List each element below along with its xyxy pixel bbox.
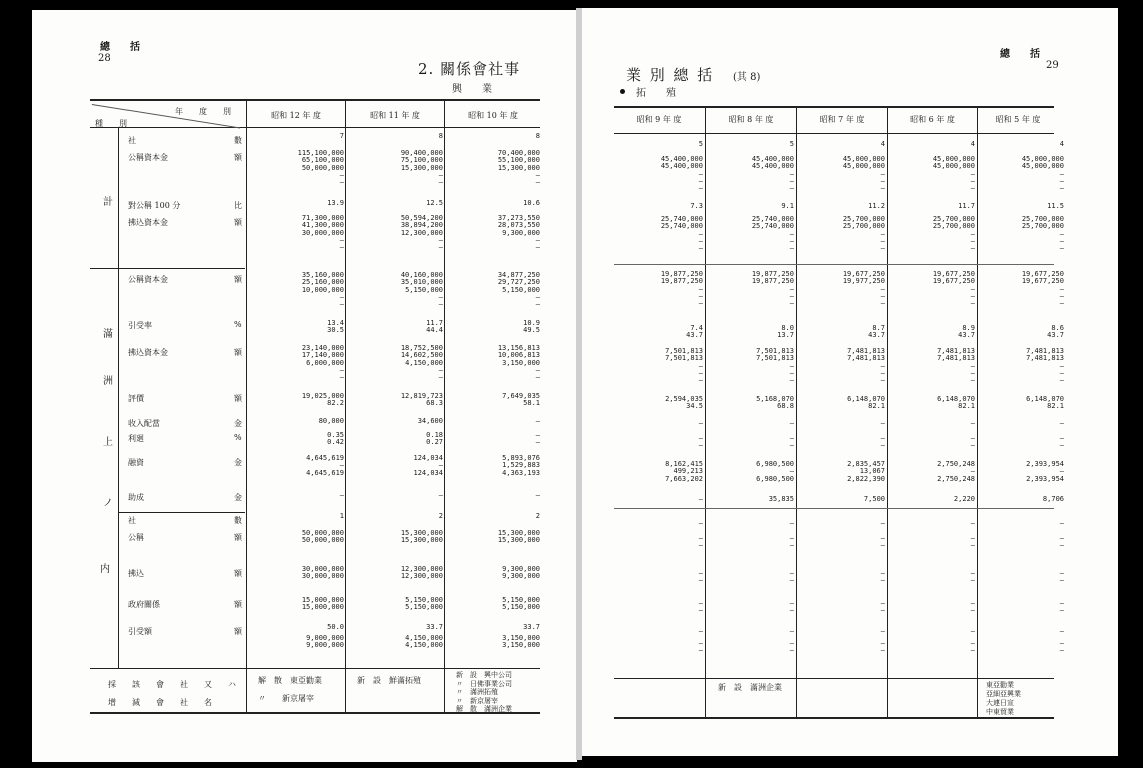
right-col1-cell-17: — — (698, 639, 703, 655)
left-col2-cell-14: 12,300,000 12,300,000 (400, 565, 443, 581)
stub-row-label-4: 公稱資本金 (128, 275, 168, 284)
right-col4-cell-5: 8.9 43.7 (958, 324, 975, 340)
right-col3-cell-13: — — (880, 534, 885, 550)
stub-row-unit-9: % (234, 433, 242, 442)
left-col2-cell-5: 11.7 44.4 (426, 319, 443, 335)
right-col2-cell-14: — — (789, 569, 794, 585)
right-col3-cell-10: 2,835,457 13,067 2,822,390 (847, 460, 885, 483)
right-col5-cell-4: 19,677,250 19,677,250 — — — (1021, 270, 1064, 308)
right-col3-cell-8: — (880, 419, 885, 427)
left-col1-cell-5: 13.4 30.5 (327, 319, 344, 335)
right-col5-cell-8: — (1059, 419, 1064, 427)
stub-row-unit-6: 額 (234, 348, 242, 357)
right-col1-cell-13: — — (698, 534, 703, 550)
left-col3-cell-15: 5,150,000 5,150,000 (502, 596, 540, 612)
right-title-note: (其 8) (733, 72, 761, 83)
right-col5-cell-7: 6,148,070 82.1 (1026, 395, 1064, 411)
left-bottom-list-item-0: 新 設 興中公司 (456, 671, 512, 679)
left-stub-head-top: 年 度 別 (175, 107, 231, 116)
right-col4-cell-3: 25,700,000 25,700,000 — — — (932, 215, 975, 253)
right-col5-cell-6: 7,481,813 7,481,813 — — — (1026, 347, 1064, 385)
left-col2-cell-1: 90,400,000 75,100,000 15,300,000 — — (400, 149, 443, 187)
left-col2-cell-7: 12,819,723 68.3 (400, 392, 443, 408)
left-col3-cell-1: 70,400,000 55,100,000 15,300,000 — — (497, 149, 540, 187)
right-col5-cell-9: — — (1059, 434, 1064, 450)
stub-row-label-5: 引受率 (128, 321, 152, 330)
group-label-3: 上 (103, 437, 113, 448)
left-col1-cell-2: 13.9 (327, 199, 344, 207)
stub-row-label-10: 融資 (128, 458, 144, 467)
left-col2-cell-4: 40,160,000 35,010,000 5,150,000 — — (400, 271, 443, 309)
right-col2-cell-13: — — (789, 534, 794, 550)
right-col3-cell-15: — — (880, 599, 885, 615)
right-col3-cell-6: 7,481,813 7,481,813 — — — (847, 347, 885, 385)
left-col2-cell-10: 124,034 — 124,034 (413, 454, 443, 477)
right-col1-cell-8: — (698, 419, 703, 427)
left-col3-cell-3: 37,273,550 28,073,550 9,300,000 — — (497, 214, 540, 252)
stub-row-unit-12: 數 (234, 516, 242, 525)
right-col5-cell-2: 11.5 (1047, 202, 1064, 210)
stub-row-unit-4: 額 (234, 275, 242, 284)
right-col1-cell-6: 7,501,813 7,501,813 — — — (665, 347, 703, 385)
left-col1-cell-1: 115,100,000 65,100,000 50,000,000 — — (297, 149, 344, 187)
stub-row-label-16: 引受額 (128, 627, 152, 636)
stub-row-label-9: 利廻 (128, 434, 144, 443)
right-col1-cell-12: — (698, 519, 703, 527)
right-col4-cell-2: 11.7 (958, 202, 975, 210)
right-col1-cell-7: 2,594,035 34.5 (665, 395, 703, 411)
left-col1-cell-13: 50,000,000 50,000,000 (301, 529, 344, 545)
right-col2-cell-2: 9.1 (781, 202, 794, 210)
left-col2-cell-0: 8 (438, 132, 443, 140)
left-col-header-3: 昭和 10 年 度 (468, 111, 518, 120)
right-col1-cell-14: — — (698, 569, 703, 585)
right-col1-cell-10: 8,162,415 499,213 7,663,202 (665, 460, 703, 483)
right-col3-cell-9: — — (880, 434, 885, 450)
right-col4-cell-12: — (970, 519, 975, 527)
left-col3-cell-17: 3,150,000 3,150,000 (502, 634, 540, 650)
stub-row-label-15: 政府關係 (128, 600, 160, 609)
right-col5-cell-14: — — (1059, 569, 1064, 585)
left-col2-cell-9: 0.18 0.27 (426, 431, 443, 447)
stub-row-label-2: 對公稱 100 分 (128, 201, 181, 210)
left-stub-head-bottom: 種 別 (95, 119, 127, 128)
left-col3-cell-12: 2 (535, 512, 540, 520)
right-col4-cell-8: — (970, 419, 975, 427)
right-col4-cell-4: 19,677,250 19,677,250 — — — (932, 270, 975, 308)
right-col3-cell-5: 8.7 43.7 (868, 324, 885, 340)
left-col2-cell-13: 15,300,000 15,300,000 (400, 529, 443, 545)
right-col1-cell-11: — (698, 495, 703, 503)
left-col3-cell-6: 13,156,813 10,006,813 3,150,000 — — (497, 344, 540, 382)
left-col3-cell-5: 10.9 49.5 (523, 319, 540, 335)
group-label-total: 計 (103, 197, 113, 208)
left-bottom-list-item-2: 〃 滿洲拓殖 (456, 688, 498, 696)
left-col1-cell-10: 4,645,619 — 4,645,619 (306, 454, 344, 477)
group-label-1: 滿 (103, 329, 113, 340)
right-col5-cell-1: 45,000,000 45,000,000 — — — (1021, 155, 1064, 193)
right-col5-cell-12: — (1059, 519, 1064, 527)
left-col1-cell-0: 7 (339, 132, 344, 140)
right-col4-cell-14: — — (970, 569, 975, 585)
right-col1-cell-0: 5 (698, 140, 703, 148)
left-col3-cell-14: 9,300,000 9,300,000 (502, 565, 540, 581)
left-col2-cell-11: — (438, 491, 443, 499)
right-col5-cell-5: 8.6 43.7 (1047, 324, 1064, 340)
right-col3-cell-4: 19,677,250 19,977,250 — — — (842, 270, 885, 308)
right-bottom-list-item-1: 亞細亞興業 (986, 690, 1021, 698)
left-col1-cell-16: 50.0 (327, 623, 344, 631)
right-col3-cell-2: 11.2 (868, 202, 885, 210)
right-col3-cell-1: 45,000,000 45,000,000 — — — (842, 155, 885, 193)
stub-row-label-3: 拂込資本金 (128, 218, 168, 227)
stub-row-unit-15: 額 (234, 600, 242, 609)
right-col3-cell-11: 7,500 (863, 495, 885, 503)
left-page-number: 28 (98, 53, 111, 64)
left-col2-cell-12: 2 (438, 512, 443, 520)
stub-row-unit-11: 金 (234, 493, 242, 502)
right-col2-cell-15: — — (789, 599, 794, 615)
left-col3-cell-16: 33.7 (523, 623, 540, 631)
left-bottom-label-2: 增 減 會 社 名 (108, 698, 212, 707)
left-corner-label: 總 括 (100, 42, 140, 53)
right-col2-cell-10: 6,980,500 — 6,980,500 (756, 460, 794, 483)
left-col1-cell-3: 71,300,000 41,300,000 30,000,000 — — (301, 214, 344, 252)
right-subtitle: 拓 殖 (636, 88, 676, 99)
left-col1-cell-15: 15,000,000 15,000,000 (301, 596, 344, 612)
bullet-icon (620, 89, 625, 94)
book-spine (576, 8, 582, 760)
right-col5-cell-17: — — (1059, 639, 1064, 655)
left-col1-cell-4: 35,160,000 25,160,000 10,000,000 — — (301, 271, 344, 309)
stub-row-label-14: 拂込 (128, 569, 144, 578)
right-col2-cell-4: 19,877,250 19,877,250 — — — (751, 270, 794, 308)
left-col3-cell-10: 5,893,076 1,529,883 4,363,193 (502, 454, 540, 477)
stub-row-unit-1: 額 (234, 153, 242, 162)
left-col3-cell-2: 10.6 (523, 199, 540, 207)
stub-row-unit-3: 額 (234, 218, 242, 227)
right-col4-cell-0: 4 (970, 140, 975, 148)
group-label-2: 洲 (103, 376, 113, 387)
right-corner-label: 總 括 (1000, 49, 1040, 60)
right-col1-cell-1: 45,400,000 45,400,000 — — — (660, 155, 703, 193)
right-col5-cell-16: — (1059, 627, 1064, 635)
right-col5-cell-3: 25,700,000 25,700,000 — — — (1021, 215, 1064, 253)
right-col2-cell-11: 35,835 (768, 495, 794, 503)
stub-row-unit-13: 額 (234, 533, 242, 542)
stub-row-label-13: 公稱 (128, 533, 144, 542)
left-col3-cell-0: 8 (535, 132, 540, 140)
left-col3-cell-11: — (535, 491, 540, 499)
right-col4-cell-17: — — (970, 639, 975, 655)
right-bottom-list-item-2: 大連日宣 (986, 699, 1014, 707)
stub-row-label-7: 評價 (128, 394, 144, 403)
right-col3-cell-0: 4 (880, 140, 885, 148)
right-col-header-2: 昭和 8 年 度 (728, 115, 774, 124)
right-col4-cell-13: — — (970, 534, 975, 550)
right-col4-cell-11: 2,220 (953, 495, 975, 503)
right-col4-cell-9: — — (970, 434, 975, 450)
right-col2-cell-12: — (789, 519, 794, 527)
right-col2-cell-1: 45,400,000 45,400,000 — — — (751, 155, 794, 193)
right-col3-cell-12: — (880, 519, 885, 527)
stub-row-label-11: 助成 (128, 493, 144, 502)
right-col2-cell-3: 25,740,000 25,740,000 — — — (751, 215, 794, 253)
left-col1-cell-9: 0.35 0.42 (327, 431, 344, 447)
stub-row-unit-2: 比 (234, 201, 242, 210)
left-col-header-1: 昭和 12 年 度 (271, 111, 321, 120)
right-col3-cell-7: 6,148,070 82.1 (847, 395, 885, 411)
right-col-header-5: 昭和 5 年 度 (995, 115, 1041, 124)
left-col2-cell-17: 4,150,000 4,150,000 (405, 634, 443, 650)
left-bottom-note-1b: 〃 新京屠宰 (258, 694, 314, 703)
left-col3-cell-13: 15,300,000 15,300,000 (497, 529, 540, 545)
left-col3-cell-4: 34,877,250 29,727,250 5,150,000 — — (497, 271, 540, 309)
right-col3-cell-14: — — (880, 569, 885, 585)
stub-row-label-6: 拂込資本金 (128, 348, 168, 357)
right-col2-cell-7: 5,168,070 68.8 (756, 395, 794, 411)
stub-row-unit-7: 額 (234, 394, 242, 403)
left-subtitle: 興 業 (452, 84, 492, 95)
left-col1-cell-12: 1 (339, 512, 344, 520)
right-col5-cell-11: 8,706 (1042, 495, 1064, 503)
right-bottom-list-item-3: 中東貿業 (986, 708, 1014, 716)
left-bottom-list-item-4: 解 散 滿洲企業 (456, 705, 512, 713)
right-col2-cell-0: 5 (789, 140, 794, 148)
right-col4-cell-15: — — (970, 599, 975, 615)
stub-row-label-0: 社 (128, 136, 136, 145)
right-col1-cell-3: 25,740,000 25,740,000 — — — (660, 215, 703, 253)
right-col4-cell-1: 45,000,000 45,000,000 — — — (932, 155, 975, 193)
left-col1-cell-17: 9,000,000 9,000,000 (306, 634, 344, 650)
left-col-header-2: 昭和 11 年 度 (370, 111, 420, 120)
left-bottom-note-2a: 新 設 鮮滿拓殖 (357, 676, 421, 685)
right-col4-cell-16: — (970, 627, 975, 635)
left-col2-cell-16: 33.7 (426, 623, 443, 631)
stub-row-unit-10: 金 (234, 458, 242, 467)
right-col1-cell-15: — — (698, 599, 703, 615)
left-col3-cell-7: 7,649,035 58.1 (502, 392, 540, 408)
stub-row-unit-0: 數 (234, 136, 242, 145)
right-col3-cell-3: 25,700,000 25,700,000 — — — (842, 215, 885, 253)
right-bottom-list-item-0: 東亞勸業 (986, 681, 1014, 689)
stub-row-label-12: 社 (128, 516, 136, 525)
left-col2-cell-6: 18,752,500 14,602,500 4,150,000 — — (400, 344, 443, 382)
left-col1-cell-8: 80,000 (318, 417, 344, 425)
right-col1-cell-4: 19,877,250 19,877,250 — — — (660, 270, 703, 308)
left-col1-cell-6: 23,140,000 17,140,000 6,000,000 — — (301, 344, 344, 382)
stub-row-unit-8: 金 (234, 419, 242, 428)
left-col1-cell-14: 30,000,000 30,000,000 (301, 565, 344, 581)
left-col3-cell-8: — (535, 417, 540, 425)
stub-row-unit-5: % (234, 320, 242, 329)
right-title: 業 別 總 括 (626, 66, 715, 84)
group-label-4: ノ (103, 498, 113, 509)
left-title: 2. 關係會社事 (418, 60, 521, 78)
right-col3-cell-16: — (880, 627, 885, 635)
right-col5-cell-13: — — (1059, 534, 1064, 550)
group-label-5: 内 (100, 564, 110, 575)
stub-row-label-1: 公稱資本金 (128, 153, 168, 162)
right-col4-cell-10: 2,750,248 — 2,750,248 (937, 460, 975, 483)
right-col1-cell-2: 7.3 (690, 202, 703, 210)
left-bottom-note-1a: 解 散 東亞勸業 (258, 676, 322, 685)
left-col2-cell-3: 50,594,200 38,894,200 12,300,000 — — (400, 214, 443, 252)
left-col1-cell-7: 19,025,000 82.2 (301, 392, 344, 408)
right-col4-cell-7: 6,148,070 82.1 (937, 395, 975, 411)
right-col5-cell-10: 2,393,954 — 2,393,954 (1026, 460, 1064, 483)
right-col-header-4: 昭和 6 年 度 (910, 115, 955, 124)
right-col1-cell-9: — — (698, 434, 703, 450)
left-col2-cell-2: 12.5 (426, 199, 443, 207)
right-col2-cell-8: — (789, 419, 794, 427)
left-col2-cell-8: 34,600 (417, 417, 443, 425)
stub-row-unit-14: 額 (234, 569, 242, 578)
right-col1-cell-5: 7.4 43.7 (686, 324, 703, 340)
right-col2-cell-16: — (789, 627, 794, 635)
left-bottom-list-item-3: 〃 新京屠宰 (456, 696, 498, 705)
right-bottom-note-2: 新 設 滿洲企業 (718, 683, 782, 692)
right-col2-cell-17: — — (789, 639, 794, 655)
right-page-number: 29 (1046, 60, 1059, 71)
right-col2-cell-9: — — (789, 434, 794, 450)
right-col-header-3: 昭和 7 年 度 (819, 115, 865, 124)
right-col3-cell-17: — — (880, 639, 885, 655)
right-col5-cell-15: — — (1059, 599, 1064, 615)
left-col1-cell-11: — (339, 491, 344, 499)
left-col3-cell-9: — — (535, 431, 540, 447)
right-col-header-1: 昭和 9 年 度 (636, 115, 682, 124)
right-col4-cell-6: 7,481,813 7,481,813 — — — (937, 347, 975, 385)
right-col2-cell-6: 7,501,813 7,501,813 — — — (756, 347, 794, 385)
stub-row-unit-16: 額 (234, 627, 242, 636)
left-col2-cell-15: 5,150,000 5,150,000 (405, 596, 443, 612)
right-col2-cell-5: 8.0 13.7 (777, 324, 794, 340)
left-bottom-label-1: 採 該 會 社 又 ハ (108, 680, 236, 689)
left-bottom-list-item-1: 〃 日佛事業公司 (456, 679, 512, 688)
right-col5-cell-0: 4 (1059, 140, 1064, 148)
stub-row-label-8: 收入配當 (128, 419, 160, 428)
right-col1-cell-16: — (698, 627, 703, 635)
